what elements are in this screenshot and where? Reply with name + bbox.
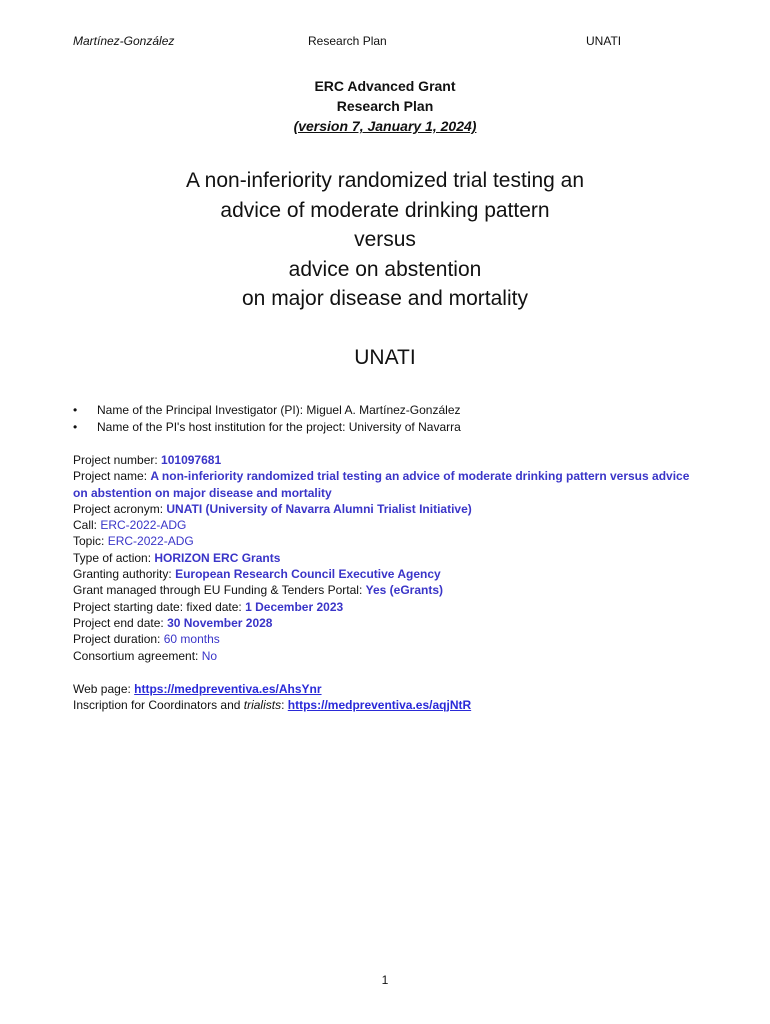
page-number: 1	[381, 973, 389, 987]
consortium-row	[73, 648, 693, 664]
bullet-item	[73, 402, 693, 419]
action-type-row	[73, 550, 693, 566]
header-doc-type: Research Plan	[308, 34, 387, 48]
start-date-row	[73, 599, 693, 615]
end-date-value: 30 November 2028	[167, 615, 273, 630]
grant-type: ERC Advanced Grant	[314, 78, 456, 94]
project-number-label: Project number:	[73, 453, 162, 467]
topic-value: ERC-2022-ADG	[107, 534, 194, 549]
links-block	[73, 681, 693, 714]
consortium-value: No	[201, 648, 218, 663]
end-date-label: Project end date:	[73, 615, 168, 630]
topic-label: Topic:	[73, 534, 108, 549]
project-acronym-heading: UNATI	[354, 346, 416, 369]
inscription-colon: :	[281, 698, 288, 713]
project-acronym-label: Project acronym:	[73, 501, 167, 516]
project-info-block	[73, 452, 693, 664]
bullet-text-host-institution: Name of the PI's host institution for the project: University of Navarra	[97, 420, 461, 434]
duration-label: Project duration:	[73, 632, 164, 647]
project-number-row	[73, 452, 693, 468]
bullet-marker: •	[73, 403, 78, 417]
project-name-label: Project name:	[73, 469, 151, 484]
version-line: (version 7, January 1, 2024)	[293, 118, 477, 134]
action-type-value: HORIZON ERC Grants	[154, 550, 281, 565]
portal-row	[73, 582, 693, 598]
title-line: versus	[354, 228, 416, 251]
portal-value: Yes (eGrants)	[365, 583, 443, 598]
granting-authority-row	[73, 566, 693, 582]
title-line: advice on abstention	[288, 257, 482, 281]
web-page-label: Web page:	[73, 682, 135, 696]
project-acronym-value: UNATI (University of Navarra Alumni Trialist Initiative)	[166, 501, 472, 516]
inscription-label-italic: trialists	[243, 698, 282, 713]
grant-subtitle: Research Plan	[336, 98, 434, 114]
portal-label: Grant managed through EU Funding & Tenders Portal:	[73, 583, 366, 598]
title-line: on major disease and mortality	[242, 287, 528, 310]
project-name-row	[73, 468, 693, 501]
header-author: Martínez-González	[73, 34, 175, 48]
call-value: ERC-2022-ADG	[100, 518, 187, 533]
project-name-value: A non-inferiority randomized trial testing an advice of moderate drinking pattern versus advice on abstention on major disease and mortality	[73, 469, 690, 500]
title-line: advice of moderate drinking pattern	[220, 198, 550, 222]
header-acronym: UNATI	[586, 34, 622, 48]
end-date-row	[73, 615, 693, 631]
start-date-label: Project starting date: fixed date:	[73, 599, 246, 614]
project-number-value: 101097681	[161, 453, 222, 467]
bullet-text-pi-name: Name of the Principal Investigator (PI): Miguel A. Martínez-González	[97, 403, 461, 417]
bullet-item	[73, 419, 693, 436]
duration-row	[73, 631, 693, 647]
title-line: A non-inferiority randomized trial testing an	[185, 169, 585, 192]
project-acronym-row	[73, 501, 693, 517]
granting-authority-label: Granting authority:	[73, 567, 176, 582]
inscription-row	[73, 697, 693, 713]
pi-bullet-list	[73, 402, 693, 436]
call-label: Call:	[73, 518, 101, 533]
inscription-link[interactable]: https://medpreventiva.es/aqjNtR	[287, 698, 472, 713]
grant-heading	[0, 76, 770, 136]
project-title	[0, 166, 770, 314]
web-page-link[interactable]: https://medpreventiva.es/AhsYnr	[134, 682, 322, 696]
granting-authority-value: European Research Council Executive Agency	[175, 567, 441, 582]
start-date-value: 1 December 2023	[245, 599, 344, 614]
inscription-label: Inscription for Coordinators and	[73, 698, 244, 713]
consortium-label: Consortium agreement:	[73, 648, 202, 663]
duration-value: 60 months	[163, 632, 220, 647]
web-page-row	[73, 681, 693, 697]
call-row	[73, 517, 693, 533]
bullet-marker: •	[73, 420, 78, 434]
action-type-label: Type of action:	[73, 550, 155, 565]
topic-row	[73, 533, 693, 549]
